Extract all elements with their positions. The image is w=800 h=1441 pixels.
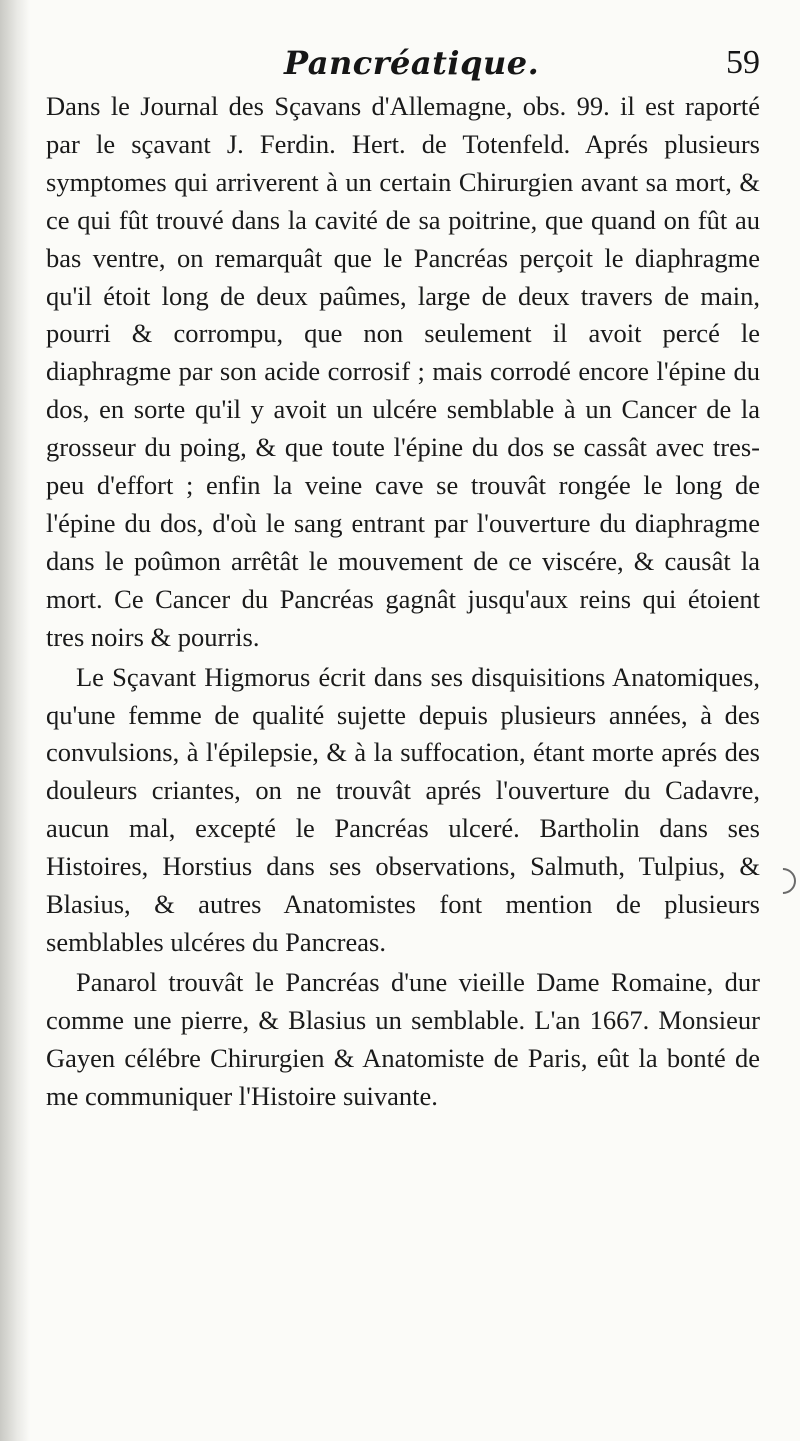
margin-bracket-mark	[765, 863, 800, 900]
paragraph-2: Le Sçavant Higmorus écrit dans ses disquisitions Anatomiques, qu'une femme de qualité sujette depuis plusieurs années, à des convulsions, à l'épilepsie, & à la suffocation, étant morte aprés des douleurs criantes, on ne trouvât aprés l'ouverture du Cadavre, aucun mal, excepté le Pancréas ulceré. Bartholin dans ses Histoires, Horstius dans ses observations, Salmuth, Tulpius, & Blasius, & autres Anatomistes font mention de plusieurs semblables ulcéres du Pancreas.	[46, 661, 760, 957]
paragraph-1: Dans le Journal des Sçavans d'Allemagne, obs. 99. il est raporté par le sçavant J. Ferdin. Hert. de Totenfeld. Aprés plusieurs symptomes qui arriverent à un certain Chirurgien avant sa mort, & ce qui fût trouvé dans la cavité de sa poitrine, que quand on fût au bas ventre, on remarquât que le Pancréas perçoit le diaphragme qu'il étoit long de deux paûmes, large de deux travers de main, pourri & corrompu, que non seulement il avoit percé le diaphragme par son acide corrosif ; mais corrodé encore l'épine du dos, en sorte qu'il y avoit un ulcére semblable à un Cancer de la grosseur du poing, & que toute l'épine du dos se cassât avec tres-peu d'effort ; enfin la veine cave se trouvât rongée le long de l'épine du dos, d'où le sang entrant par l'ouverture du diaphragme dans le poûmon arrêtât le mouvement de ce viscére, & causât la mort. Ce Cancer du Pancréas gagnât jusqu'aux reins qui étoient tres noirs & pourris.	[46, 91, 760, 652]
paragraph-3: Panarol trouvât le Pancréas d'une vieille Dame Romaine, dur comme une pierre, & Blasius un semblable. L'an 1667. Monsieur Gayen célébre Chirurgien & Anatomiste de Paris, eût la bonté de me communiquer l'Histoire suivante.	[46, 966, 760, 1111]
running-title: Pancréatique.	[284, 44, 540, 82]
body-text	[46, 88, 760, 1115]
binding-gutter-shadow	[0, 0, 30, 1441]
page-header	[0, 44, 800, 88]
page-number: 59	[726, 44, 760, 81]
